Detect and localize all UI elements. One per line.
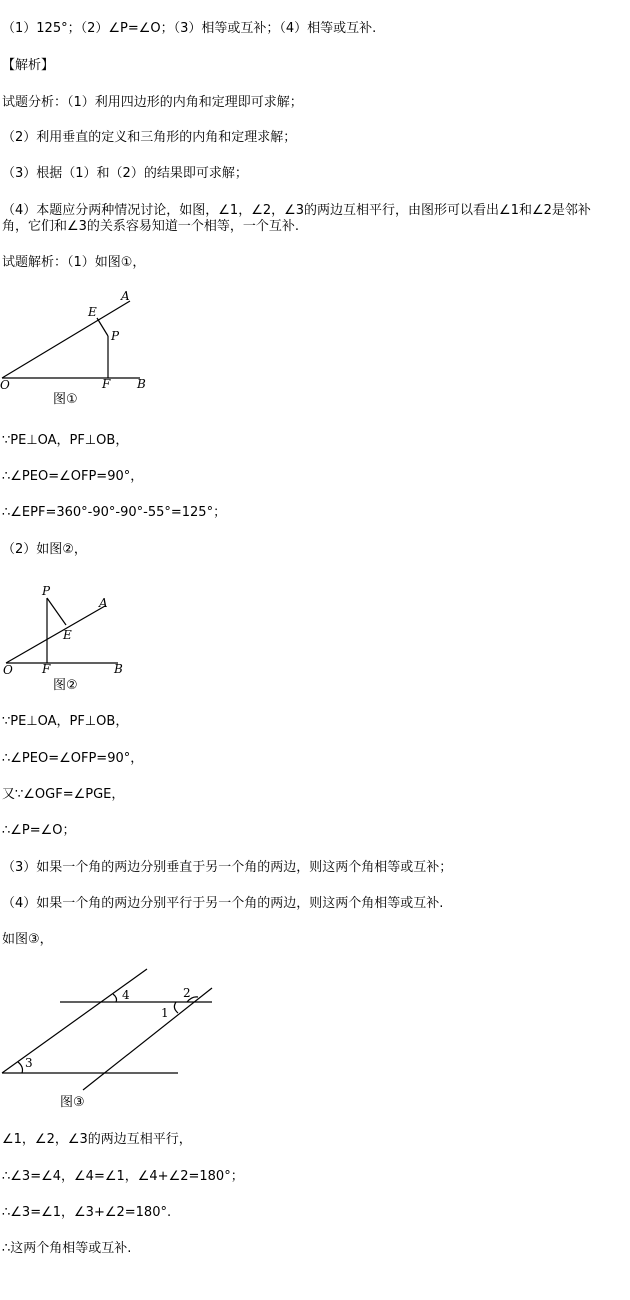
label-a: A — [121, 289, 130, 303]
figure-3-caption: 图③ — [60, 1095, 85, 1110]
conclusion-line: ∠1，∠2，∠3的两边互相平行， — [2, 1132, 192, 1147]
part2-line: ∴∠P=∠O； — [2, 823, 76, 838]
ray-oa — [6, 606, 105, 663]
label-o: O — [3, 663, 13, 677]
part3-line: （3）如果一个角的两边分别垂直于另一个角的两边，则这两个角相等或互补； — [2, 860, 453, 875]
segment-pe — [47, 598, 66, 625]
analysis-line: （3）根据（1）和（2）的结果即可求解； — [2, 166, 248, 181]
angle-label-4: 4 — [122, 988, 130, 1002]
angle-arc-4 — [113, 994, 117, 1002]
figure-1 — [0, 280, 180, 415]
angle-label-3: 3 — [25, 1056, 33, 1070]
label-b: B — [114, 662, 123, 676]
part2-line: ∴∠PEO=∠OFP=90°， — [2, 751, 144, 766]
label-f: F — [42, 662, 51, 676]
angle-label-2: 2 — [183, 986, 191, 1000]
transversal-right — [83, 988, 212, 1090]
transversal-left — [2, 969, 147, 1073]
conclusion-line: ∴∠3=∠4，∠4=∠1，∠4+∠2=180°； — [2, 1169, 244, 1184]
label-e: E — [63, 628, 72, 642]
figure-2-caption: 图② — [53, 678, 78, 693]
part4-line: （4）如果一个角的两边分别平行于另一个角的两边，则这两个角相等或互补. — [2, 896, 444, 911]
figure3-intro: 如图③， — [2, 932, 53, 947]
analysis-line: 角，它们和∠3的关系容易知道一个相等，一个互补. — [2, 219, 300, 234]
solution-intro: 试题解析：（1）如图①， — [2, 255, 146, 270]
label-f: F — [102, 377, 111, 391]
angle-arc-1 — [174, 1002, 178, 1013]
analysis-line: （4）本题应分两种情况讨论，如图，∠1，∠2，∠3的两边互相平行，由图形可以看出∠1和∠2是邻补 — [2, 203, 591, 218]
analysis-line: 试题分析：（1）利用四边形的内角和定理即可求解； — [2, 95, 303, 110]
part2-line: 又∵∠OGF=∠PGE， — [2, 787, 125, 802]
answer-line: （1）125°；（2）∠P=∠O；（3）相等或互补；（4）相等或互补. — [2, 21, 377, 36]
analysis-line: （2）利用垂直的定义和三角形的内角和定理求解； — [2, 130, 297, 145]
section-heading: 【解析】 — [2, 58, 55, 73]
part2-line: ∵PE⊥OA，PF⊥OB， — [2, 714, 129, 729]
segment-pe — [97, 318, 108, 336]
part1-line: ∵PE⊥OA，PF⊥OB， — [2, 433, 129, 448]
angle-arc-3 — [18, 1062, 23, 1073]
label-p: P — [111, 329, 120, 343]
label-b: B — [137, 377, 146, 391]
label-e: E — [88, 305, 97, 319]
label-a: A — [99, 596, 108, 610]
figure-1-caption: 图① — [53, 392, 78, 407]
label-p: P — [42, 584, 51, 598]
conclusion-line: ∴∠3=∠1，∠3+∠2=180°. — [2, 1205, 172, 1220]
angle-label-1: 1 — [161, 1006, 169, 1020]
part1-line: ∴∠PEO=∠OFP=90°， — [2, 469, 144, 484]
label-o: O — [0, 378, 10, 392]
conclusion-line: ∴这两个角相等或互补. — [2, 1241, 132, 1256]
part1-line: ∴∠EPF=360°-90°-90°-55°=125°； — [2, 505, 227, 520]
figure-3 — [0, 960, 230, 1118]
figure-2 — [0, 580, 140, 695]
part2-intro: （2）如图②， — [2, 542, 87, 557]
